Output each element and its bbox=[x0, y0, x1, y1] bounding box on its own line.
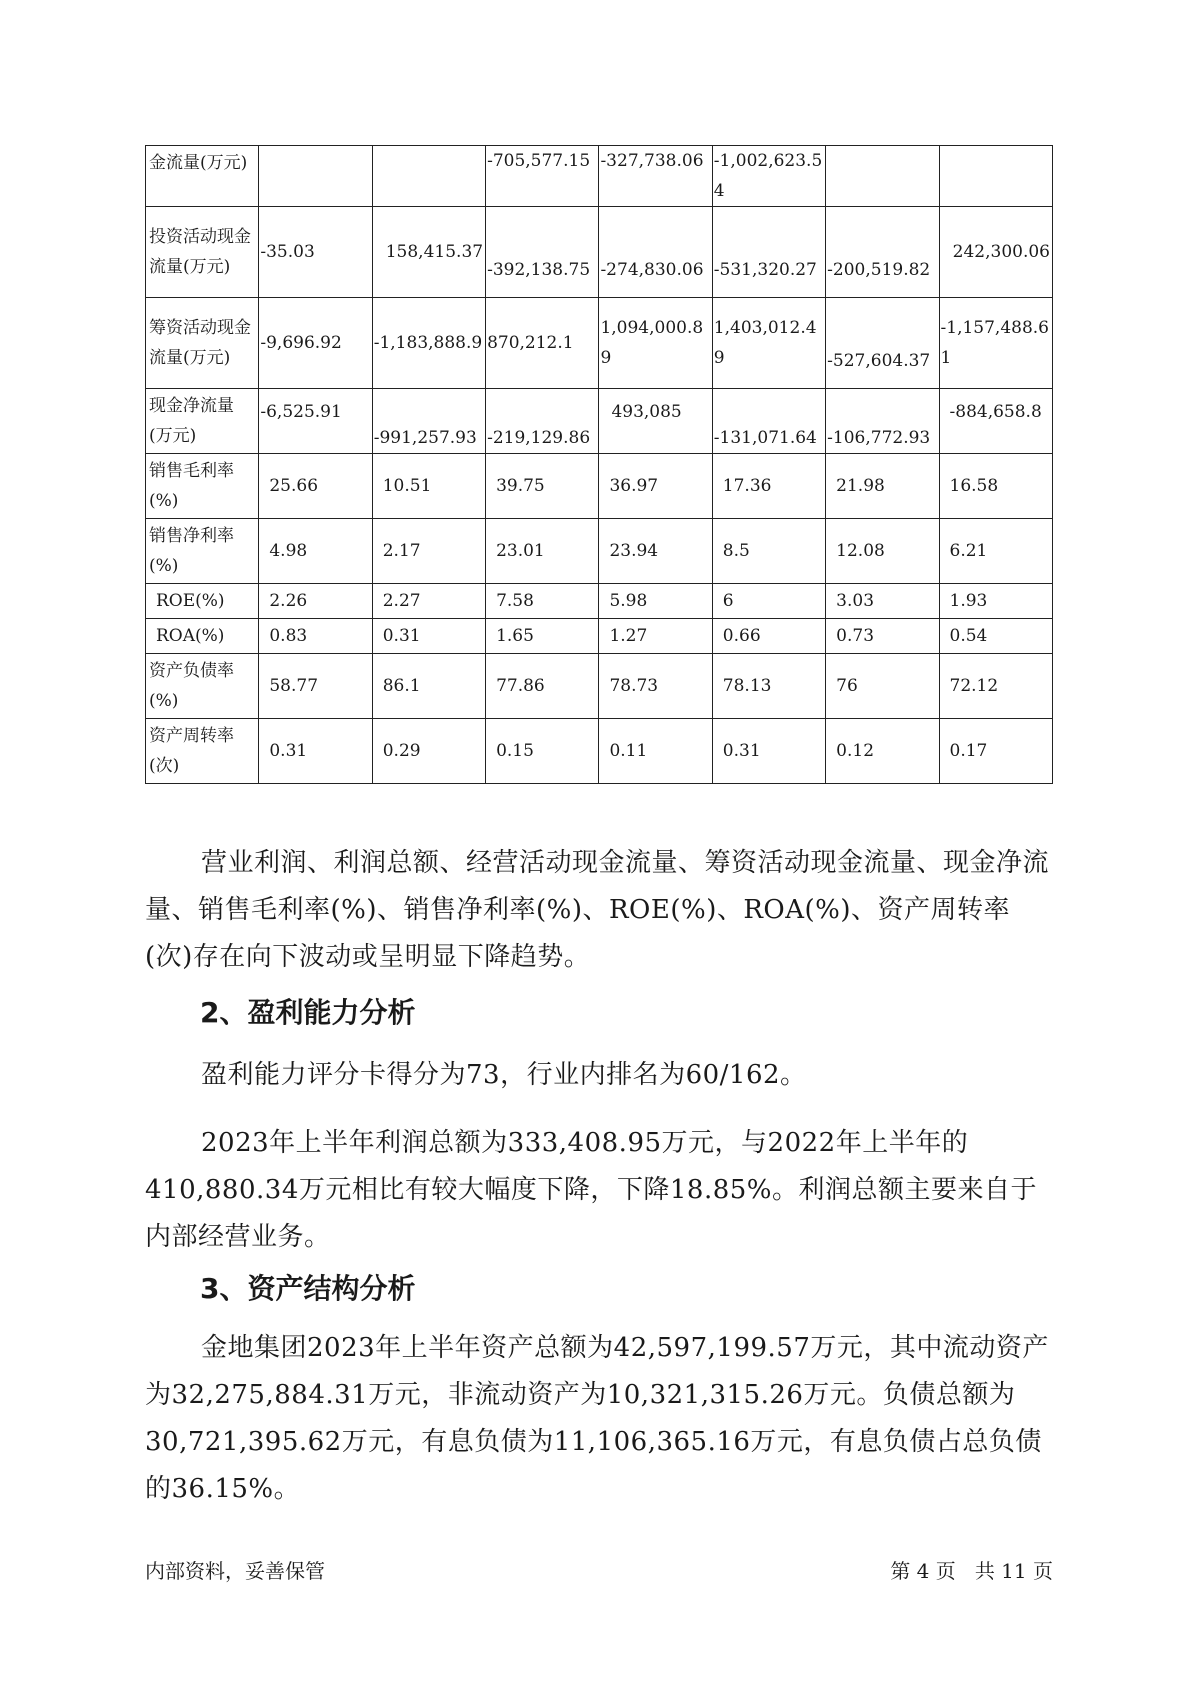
table-cell: 0.83 bbox=[259, 619, 372, 654]
table-cell: 76 bbox=[826, 654, 939, 719]
table-row bbox=[146, 298, 1053, 389]
table-cell: 58.77 bbox=[259, 654, 372, 719]
table-cell: -6,525.91 bbox=[259, 389, 372, 454]
table-cell: 870,212.1 bbox=[486, 298, 599, 389]
table-cell: 0.66 bbox=[712, 619, 825, 654]
row-label: 现金净流量(万元) bbox=[146, 389, 259, 454]
row-label: 销售毛利率(%) bbox=[146, 454, 259, 519]
table-cell: 0.12 bbox=[826, 719, 939, 784]
table-cell: 23.94 bbox=[599, 519, 712, 584]
row-label: ROE(%) bbox=[146, 584, 259, 619]
table-cell: -1,157,488.61 bbox=[939, 298, 1052, 389]
table-cell: 39.75 bbox=[486, 454, 599, 519]
table-cell: -531,320.27 bbox=[712, 207, 825, 298]
table-cell: -527,604.37 bbox=[826, 298, 939, 389]
row-label: 资产负债率(%) bbox=[146, 654, 259, 719]
table-cell: -327,738.06 bbox=[599, 146, 712, 207]
table-cell: 72.12 bbox=[939, 654, 1052, 719]
table-cell: 4.98 bbox=[259, 519, 372, 584]
table-cell: 0.11 bbox=[599, 719, 712, 784]
row-label: 投资活动现金流量(万元) bbox=[146, 207, 259, 298]
table-cell: 7.58 bbox=[486, 584, 599, 619]
table-cell: 2.27 bbox=[372, 584, 485, 619]
table-row bbox=[146, 519, 1053, 584]
table-cell: 1.65 bbox=[486, 619, 599, 654]
table-cell: -274,830.06 bbox=[599, 207, 712, 298]
table-cell: 158,415.37 bbox=[372, 207, 485, 298]
table-cell: 242,300.06 bbox=[939, 207, 1052, 298]
table-cell: 86.1 bbox=[372, 654, 485, 719]
table-cell: 0.31 bbox=[712, 719, 825, 784]
table-cell: -705,577.15 bbox=[486, 146, 599, 207]
table-cell: 1.27 bbox=[599, 619, 712, 654]
row-label: 销售净利率(%) bbox=[146, 519, 259, 584]
assets-paragraph: 金地集团2023年上半年资产总额为42,597,199.57万元，其中流动资产为32,275,884.31万元，非流动资产为10,321,315.26万元。负债总额为30,721,395.62万元，有息负债为11,106,365.16万元，有息负债占总负债的36.15%。 bbox=[145, 1333, 1049, 1504]
table-cell bbox=[372, 146, 485, 207]
table-cell: 78.73 bbox=[599, 654, 712, 719]
table-cell: 0.31 bbox=[259, 719, 372, 784]
table-cell bbox=[826, 146, 939, 207]
trend-paragraph: 营业利润、利润总额、经营活动现金流量、筹资活动现金流量、现金净流量、销售毛利率(%)、销售净利率(%)、ROE(%)、ROA(%)、资产周转率(次)存在向下波动或呈明显下降趋势。 bbox=[145, 848, 1050, 972]
table-cell: 493,085 bbox=[599, 389, 712, 454]
table-cell: 0.17 bbox=[939, 719, 1052, 784]
table-cell: 5.98 bbox=[599, 584, 712, 619]
table-cell: 6.21 bbox=[939, 519, 1052, 584]
table-cell: 10.51 bbox=[372, 454, 485, 519]
table-cell: -991,257.93 bbox=[372, 389, 485, 454]
table-cell: -131,071.64 bbox=[712, 389, 825, 454]
table-cell: 6 bbox=[712, 584, 825, 619]
table-cell: 1.93 bbox=[939, 584, 1052, 619]
table-cell: 36.97 bbox=[599, 454, 712, 519]
section-heading-profitability: 2、盈利能力分析 bbox=[200, 996, 416, 1029]
table-row bbox=[146, 207, 1053, 298]
table-cell: 0.31 bbox=[372, 619, 485, 654]
table-cell: 0.29 bbox=[372, 719, 485, 784]
table-cell: 21.98 bbox=[826, 454, 939, 519]
table-cell: 78.13 bbox=[712, 654, 825, 719]
table-cell: -106,772.93 bbox=[826, 389, 939, 454]
table-cell: -392,138.75 bbox=[486, 207, 599, 298]
table-row bbox=[146, 584, 1053, 619]
table-cell: -1,002,623.54 bbox=[712, 146, 825, 207]
table-row bbox=[146, 719, 1053, 784]
table-cell: -219,129.86 bbox=[486, 389, 599, 454]
score-paragraph: 盈利能力评分卡得分为73，行业内排名为60/162。 bbox=[201, 1060, 807, 1090]
table-row bbox=[146, 389, 1053, 454]
table-cell: -35.03 bbox=[259, 207, 372, 298]
row-label: ROA(%) bbox=[146, 619, 259, 654]
table-row bbox=[146, 654, 1053, 719]
table-cell: 3.03 bbox=[826, 584, 939, 619]
table-row bbox=[146, 146, 1053, 207]
table-cell: 8.5 bbox=[712, 519, 825, 584]
table-cell: 12.08 bbox=[826, 519, 939, 584]
financial-indicators-table bbox=[145, 145, 1053, 784]
table-cell: 77.86 bbox=[486, 654, 599, 719]
section-heading-asset-structure: 3、资产结构分析 bbox=[200, 1272, 416, 1305]
table-cell bbox=[939, 146, 1052, 207]
table-cell: 1,094,000.89 bbox=[599, 298, 712, 389]
table-cell: -1,183,888.9 bbox=[372, 298, 485, 389]
table-cell: 0.15 bbox=[486, 719, 599, 784]
footer-page-number: 第 4 页 共 11 页 bbox=[890, 1559, 1053, 1583]
row-label: 筹资活动现金流量(万元) bbox=[146, 298, 259, 389]
table-cell: 2.17 bbox=[372, 519, 485, 584]
row-label: 资产周转率(次) bbox=[146, 719, 259, 784]
table-cell: 1,403,012.49 bbox=[712, 298, 825, 389]
row-label: 金流量(万元) bbox=[146, 146, 259, 207]
table-cell: -884,658.8 bbox=[939, 389, 1052, 454]
table-cell: -200,519.82 bbox=[826, 207, 939, 298]
table-row bbox=[146, 619, 1053, 654]
table-cell: 25.66 bbox=[259, 454, 372, 519]
table-cell: 17.36 bbox=[712, 454, 825, 519]
table-cell: -9,696.92 bbox=[259, 298, 372, 389]
footer-confidential: 内部资料，妥善保管 bbox=[145, 1559, 325, 1583]
profit-paragraph: 2023年上半年利润总额为333,408.95万元，与2022年上半年的410,880.34万元相比有较大幅度下降，下降18.85%。利润总额主要来自于内部经营业务。 bbox=[145, 1128, 1038, 1252]
table-cell: 23.01 bbox=[486, 519, 599, 584]
table-cell bbox=[259, 146, 372, 207]
table-cell: 0.73 bbox=[826, 619, 939, 654]
table-cell: 16.58 bbox=[939, 454, 1052, 519]
table-cell: 2.26 bbox=[259, 584, 372, 619]
table-cell: 0.54 bbox=[939, 619, 1052, 654]
table-row bbox=[146, 454, 1053, 519]
